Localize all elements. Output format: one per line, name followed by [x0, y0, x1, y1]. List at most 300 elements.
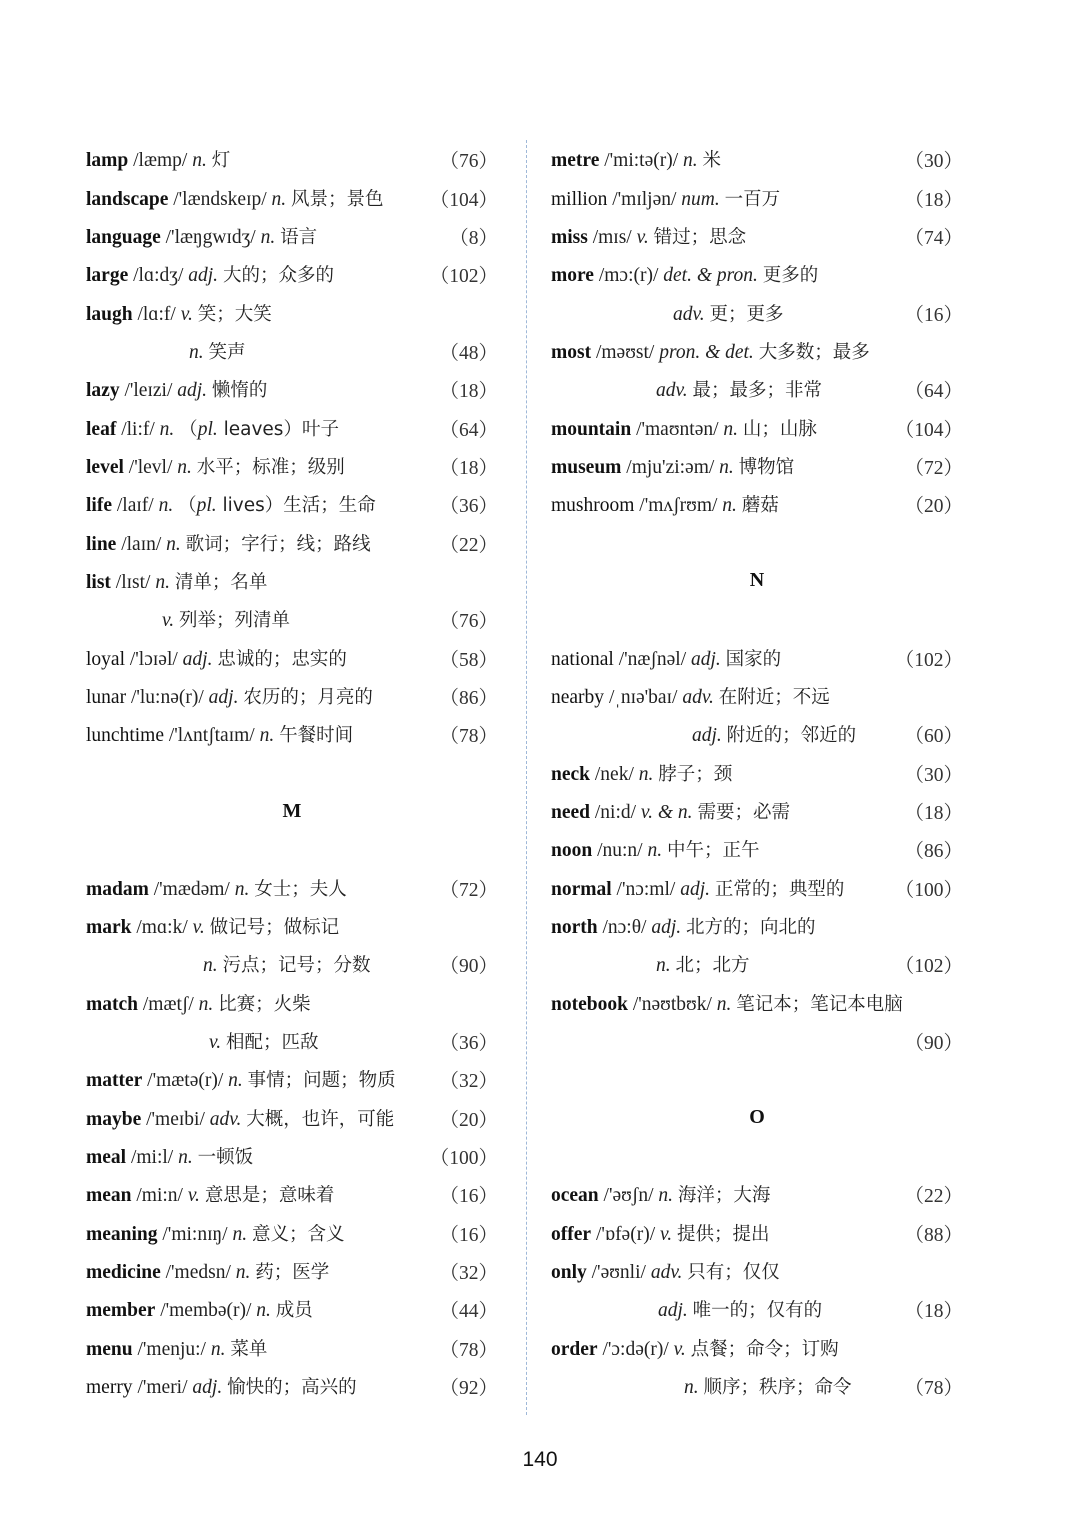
page-ref: （16）	[904, 304, 963, 326]
phonetic: /ˌnɪə'baɪ/	[608, 686, 678, 708]
vocab-entry	[551, 178, 963, 216]
part-of-speech: v.	[673, 1338, 686, 1360]
phonetic: /'membə(r)/	[160, 1300, 252, 1322]
headword: north	[551, 917, 598, 939]
vocab-entry	[86, 447, 498, 485]
part-of-speech: adj.	[177, 380, 208, 402]
part-of-speech: adj.	[188, 265, 219, 287]
headword: ocean	[551, 1185, 599, 1207]
phonetic: /mi:l/	[130, 1147, 174, 1169]
entry-text	[551, 1373, 898, 1399]
definition: 列举；列清单	[178, 610, 290, 632]
phonetic: /'mi:tə(r)/	[604, 150, 679, 172]
entry-text	[551, 415, 889, 441]
phonetic: /'əʊnli/	[591, 1262, 646, 1284]
entry-text	[86, 1296, 433, 1322]
phonetic: /mɪs/	[592, 226, 632, 248]
entry-text	[86, 568, 492, 594]
part-of-speech: v.	[660, 1223, 673, 1245]
right-column	[551, 140, 963, 1405]
definition: 风景；景色	[291, 188, 384, 210]
vocab-entry-continuation	[551, 293, 963, 331]
headword: order	[551, 1338, 598, 1360]
page-ref: （88）	[904, 1224, 963, 1246]
definition: 米	[702, 150, 722, 172]
definition: 顺序；秩序；命令	[703, 1377, 852, 1399]
page-ref: （86）	[904, 841, 963, 863]
definition: 附近的；邻近的	[726, 725, 857, 747]
vocab-entry-continuation	[551, 715, 963, 753]
entry-text	[551, 1181, 898, 1207]
phonetic: /'ɔ:də(r)/	[602, 1338, 669, 1360]
entry-text	[86, 453, 433, 479]
headword: mountain	[551, 418, 632, 440]
phonetic: /'meɪbi/	[146, 1108, 205, 1130]
part-of-speech: n.	[177, 456, 192, 478]
part-of-speech: n.	[228, 1070, 243, 1092]
entry-text	[551, 185, 898, 211]
definition: 中午；正午	[666, 840, 760, 862]
entry-text	[551, 491, 898, 517]
phonetic: /mɔ:(r)/	[598, 265, 659, 287]
entry-text	[86, 1105, 433, 1131]
vocab-entry	[551, 638, 963, 676]
entry-text	[551, 453, 898, 479]
definition: 歌词；字行；线；路线	[185, 533, 371, 555]
entry-text	[86, 376, 433, 402]
definition: 笑声	[208, 341, 246, 363]
headword: metre	[551, 150, 600, 172]
definition: 错过；思念	[653, 226, 747, 248]
definition: 成员	[275, 1300, 313, 1322]
entry-text	[551, 376, 898, 402]
phonetic: /lɑ:f/	[137, 303, 176, 325]
vocab-entry	[86, 523, 498, 561]
part-of-speech: n.	[210, 1338, 226, 1360]
vocab-entry	[86, 1290, 498, 1328]
headword: leaf	[86, 418, 117, 440]
entry-text	[551, 261, 957, 287]
entry-text	[86, 1258, 433, 1284]
headword: meal	[86, 1147, 127, 1169]
part-of-speech: det. & pron.	[663, 265, 758, 287]
page-ref: （102）	[894, 956, 963, 978]
vocab-entry	[86, 677, 498, 715]
vocab-entry	[551, 1329, 963, 1367]
definition: 山；山脉	[742, 418, 817, 440]
vocab-entry	[551, 869, 963, 907]
headword: mark	[86, 917, 132, 939]
headword: mean	[86, 1185, 132, 1207]
definition: 提供；提出	[676, 1223, 770, 1245]
page-ref: （104）	[894, 419, 963, 441]
definition: 一顿饭	[197, 1147, 254, 1169]
definition: 意义；含义	[251, 1223, 345, 1245]
definition: 灯	[211, 150, 231, 172]
section-heading: N	[749, 569, 765, 592]
definition: 正常的；典型的	[714, 878, 845, 900]
phonetic: /'læŋgwɪdʒ/	[165, 226, 256, 248]
entry-text	[551, 1335, 957, 1361]
page-ref: （86）	[439, 687, 498, 709]
entry-text	[551, 1296, 898, 1322]
definition: 相配；匹敌	[225, 1032, 319, 1054]
definition: 女士；夫人	[254, 878, 347, 900]
phonetic: /nek/	[594, 763, 634, 785]
part-of-speech: adj.	[692, 725, 722, 747]
part-of-speech: v.	[636, 226, 649, 248]
definition: 水平；标准；级别	[196, 456, 345, 478]
headword: miss	[551, 226, 588, 248]
vocab-entry	[551, 830, 963, 868]
page-ref: （18）	[904, 803, 963, 825]
page-ref: （100）	[894, 879, 963, 901]
entry-text	[86, 683, 433, 709]
phonetic: /'lʌntʃtaɪm/	[168, 725, 255, 747]
vocab-entry	[551, 485, 963, 523]
part-of-speech: n.	[158, 495, 174, 517]
vocab-entry	[551, 1214, 963, 1252]
entry-text	[86, 913, 492, 939]
headword: merry	[86, 1377, 133, 1399]
page-ref: （30）	[904, 764, 963, 786]
section-heading: O	[749, 1106, 765, 1129]
phonetic: /nɔ:θ/	[602, 917, 647, 939]
part-of-speech: adj.	[680, 878, 710, 900]
entry-text	[551, 146, 898, 172]
page-ref: （76）	[439, 611, 498, 633]
definition: 国家的	[725, 648, 782, 670]
phonetic: /ni:d/	[594, 802, 637, 824]
vocab-entry	[86, 255, 498, 293]
headword: lazy	[86, 380, 120, 402]
headword: noon	[551, 840, 593, 862]
page-ref: （74）	[904, 227, 963, 249]
vocab-entry	[551, 217, 963, 255]
headword: nearby	[551, 686, 605, 708]
entry-text	[86, 875, 433, 901]
part-of-speech: n.	[722, 495, 737, 517]
part-of-speech: n.	[271, 188, 287, 210]
definition: 意思是；意味着	[204, 1185, 335, 1207]
definition: 更多的	[762, 265, 819, 287]
vocab-entry	[86, 638, 498, 676]
vocab-entry-continuation	[86, 600, 498, 638]
part-of-speech: n.	[159, 418, 175, 440]
page-ref: （64）	[439, 419, 498, 441]
headword: medicine	[86, 1262, 161, 1284]
part-of-speech: n.	[656, 955, 671, 977]
phonetic: /'menju:/	[137, 1338, 206, 1360]
part-of-speech: adv.	[650, 1262, 683, 1284]
page-ref: （76）	[439, 151, 498, 173]
part-of-speech: n.	[638, 763, 654, 785]
part-of-speech: n.	[178, 1147, 193, 1169]
definition: 大的；众多的	[222, 265, 334, 287]
page-ref: （16）	[439, 1186, 498, 1208]
vocab-entry	[86, 293, 498, 331]
vocab-entry-continuation	[86, 332, 498, 370]
vocab-entry	[551, 792, 963, 830]
page-ref: （102）	[429, 266, 498, 288]
vocab-entry	[86, 178, 498, 216]
entry-text	[86, 1220, 433, 1246]
entry-text	[86, 721, 433, 747]
headword: lamp	[86, 150, 129, 172]
page-ref: （72）	[904, 457, 963, 479]
definition: 污点；记号；分数	[222, 955, 371, 977]
headword: only	[551, 1262, 587, 1284]
phonetic: /'əʊʃn/	[603, 1185, 654, 1207]
entry-text	[551, 990, 957, 1016]
page-ref: （48）	[439, 342, 498, 364]
vocab-entry	[86, 1060, 498, 1098]
part-of-speech: adj.	[651, 917, 682, 939]
vocab-entry	[86, 140, 498, 178]
definition: 做记号；做标记	[209, 917, 340, 939]
headword: maybe	[86, 1108, 142, 1130]
vocab-entry	[86, 1252, 498, 1290]
part-of-speech: adv.	[656, 380, 688, 402]
vocab-entry	[551, 447, 963, 485]
headword: loyal	[86, 648, 125, 670]
part-of-speech: adv.	[682, 686, 714, 708]
entry-text	[86, 185, 424, 211]
entry-text	[551, 798, 898, 824]
page-ref: （102）	[894, 649, 963, 671]
phonetic: /'mʌʃrʊm/	[639, 495, 718, 517]
entry-text	[551, 836, 898, 862]
page-number: 140	[522, 1448, 558, 1471]
page-ref: （90）	[439, 956, 498, 978]
spacer	[551, 600, 963, 638]
page-ref: （78）	[904, 1378, 963, 1400]
headword: national	[551, 648, 614, 670]
vocab-entry	[551, 1175, 963, 1213]
page-ref: （58）	[439, 649, 498, 671]
part-of-speech: n.	[189, 341, 204, 363]
vocab-entry	[551, 754, 963, 792]
part-of-speech: n.	[203, 955, 218, 977]
definition: 脖子；颈	[658, 763, 733, 785]
vocab-entry	[551, 907, 963, 945]
spacer	[551, 1060, 963, 1098]
entry-text	[86, 1181, 433, 1207]
vocab-entry-continuation	[551, 1367, 963, 1405]
headword: most	[551, 341, 592, 363]
page-ref: （22）	[904, 1186, 963, 1208]
page-ref: （100）	[429, 1148, 498, 1170]
part-of-speech: v.	[162, 610, 175, 632]
phonetic: /lɪst/	[115, 571, 151, 593]
headword: level	[86, 456, 124, 478]
headword: meaning	[86, 1223, 158, 1245]
part-of-speech: n.	[259, 725, 275, 747]
definition: 大概，也许，可能	[246, 1108, 395, 1130]
spacer	[86, 754, 498, 792]
phonetic: /laɪn/	[121, 533, 162, 555]
definition: 忠诚的；忠实的	[217, 648, 347, 670]
entry-text	[86, 1335, 433, 1361]
part-of-speech: n.	[658, 1185, 673, 1207]
vocab-entry	[551, 140, 963, 178]
part-of-speech: v.	[187, 1185, 200, 1207]
part-of-speech: n.	[166, 533, 181, 555]
entry-text	[551, 300, 898, 326]
entry-text	[86, 223, 443, 249]
definition: 菜单	[230, 1338, 268, 1360]
definition: 一百万	[724, 188, 781, 210]
part-of-speech: v.	[209, 1032, 222, 1054]
definition: 只有；仅仅	[687, 1262, 780, 1284]
part-of-speech: adj.	[182, 648, 213, 670]
definition: 博物馆	[738, 456, 795, 478]
part-of-speech: num.	[681, 188, 720, 210]
entry-text	[86, 1373, 433, 1399]
page-ref: （18）	[904, 189, 963, 211]
headword: museum	[551, 456, 622, 478]
definition: （pl. lives）生活；生命	[178, 495, 376, 517]
page-ref: （18）	[439, 381, 498, 403]
vocab-entry	[551, 255, 963, 293]
phonetic: /'meri/	[137, 1377, 188, 1399]
entry-text	[86, 300, 492, 326]
phonetic: /'leɪzi/	[124, 380, 173, 402]
phonetic: /'nəʊtbʊk/	[632, 993, 712, 1015]
vocab-entry	[551, 408, 963, 446]
phonetic: /mi:n/	[136, 1185, 183, 1207]
page-ref: （78）	[439, 1339, 498, 1361]
definition: 大多数；最多	[758, 341, 870, 363]
part-of-speech: adj.	[691, 648, 721, 670]
vocab-entry	[86, 370, 498, 408]
vocab-entry	[86, 1099, 498, 1137]
entry-text	[86, 1143, 424, 1169]
phonetic: /'lɔɪəl/	[129, 648, 178, 670]
headword: need	[551, 802, 590, 824]
part-of-speech: adj.	[208, 686, 239, 708]
left-column	[86, 140, 498, 1405]
spacer	[551, 523, 963, 561]
part-of-speech: v.	[192, 917, 205, 939]
spacer	[86, 830, 498, 868]
headword: lunchtime	[86, 725, 164, 747]
entry-text	[551, 951, 889, 977]
entry-text	[86, 990, 492, 1016]
part-of-speech: n.	[232, 1223, 248, 1245]
part-of-speech: n.	[684, 1377, 699, 1399]
definition: 最；最多；非常	[692, 380, 822, 402]
definition: 懒惰的	[211, 380, 268, 402]
phonetic: /'mi:nɪŋ/	[162, 1223, 228, 1245]
definition: 笑；大笑	[197, 303, 272, 325]
definition: 清单；名单	[174, 571, 268, 593]
page-ref: （90）	[904, 1033, 963, 1055]
definition: 药；医学	[255, 1262, 330, 1284]
definition: 事情；问题；物质	[247, 1070, 396, 1092]
phonetic: /'ɒfə(r)/	[595, 1223, 656, 1245]
entry-text	[551, 721, 898, 747]
part-of-speech: v. & n.	[640, 802, 693, 824]
page-ref: （16）	[439, 1224, 498, 1246]
page-ref: （64）	[904, 381, 963, 403]
vocab-entry	[86, 562, 498, 600]
headword: line	[86, 533, 117, 555]
definition: 午餐时间	[279, 725, 354, 747]
headword: normal	[551, 878, 612, 900]
headword: madam	[86, 878, 149, 900]
vocab-entry	[86, 1137, 498, 1175]
headword: landscape	[86, 188, 169, 210]
phonetic: /'levl/	[128, 456, 173, 478]
page-ref: （18）	[439, 457, 498, 479]
entry-text	[86, 338, 433, 364]
phonetic: /'nɔ:ml/	[616, 878, 676, 900]
part-of-speech: n.	[192, 150, 207, 172]
page-ref: （104）	[429, 189, 498, 211]
vocab-entry-continuation	[86, 945, 498, 983]
entry-text	[86, 1028, 433, 1054]
headword: member	[86, 1300, 156, 1322]
definition: 北；北方	[675, 955, 750, 977]
entry-text	[551, 223, 898, 249]
phonetic: /'lændskeɪp/	[173, 188, 267, 210]
entry-text	[86, 261, 424, 287]
headword: more	[551, 265, 594, 287]
vocab-entry	[551, 1252, 963, 1290]
vocab-entry	[551, 984, 963, 1022]
headword: neck	[551, 763, 590, 785]
phonetic: /'maʊntən/	[636, 418, 719, 440]
page-ref: （30）	[904, 151, 963, 173]
part-of-speech: n.	[235, 1262, 251, 1284]
headword: million	[551, 188, 608, 210]
vocab-entry	[86, 715, 498, 753]
entry-text	[86, 491, 433, 517]
headword: lunar	[86, 686, 127, 708]
part-of-speech: n.	[723, 418, 739, 440]
phonetic: /'næʃnəl/	[618, 648, 687, 670]
headword: menu	[86, 1338, 133, 1360]
definition: 愉快的；高兴的	[227, 1377, 357, 1399]
definition: 语言	[280, 226, 318, 248]
headword: language	[86, 226, 161, 248]
page-ref: （72）	[439, 879, 498, 901]
definition: 需要；必需	[697, 802, 790, 824]
headword: large	[86, 265, 129, 287]
page-ref: （22）	[439, 534, 498, 556]
part-of-speech: n.	[647, 840, 663, 862]
part-of-speech: n.	[234, 878, 250, 900]
vocab-entry-continuation	[86, 1022, 498, 1060]
page-ref: （18）	[904, 1301, 963, 1323]
headword: life	[86, 495, 112, 517]
entry-text	[86, 415, 433, 441]
entry-text	[86, 530, 433, 556]
phonetic: /lɑ:dʒ/	[133, 265, 184, 287]
phonetic: /nu:n/	[597, 840, 643, 862]
vocab-entry	[86, 869, 498, 907]
entry-text	[551, 913, 957, 939]
phonetic: /'mædəm/	[153, 878, 230, 900]
entry-text	[551, 1258, 957, 1284]
definition: 更；更多	[709, 303, 784, 325]
entry-text	[551, 875, 889, 901]
part-of-speech: adj.	[658, 1300, 688, 1322]
part-of-speech: n.	[256, 1300, 271, 1322]
phonetic: /'mætə(r)/	[147, 1070, 224, 1092]
definition: 农历的；月亮的	[243, 686, 373, 708]
